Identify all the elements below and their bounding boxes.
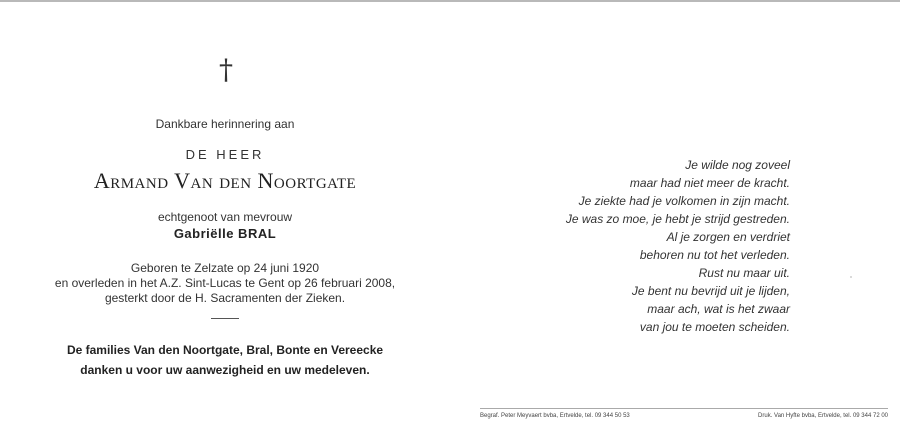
spouse-name: Gabriëlle BRAL — [173, 226, 277, 241]
printer-credit: Druk. Van Hyfte bvba, Ertvelde, tel. 09 344 72 00 — [758, 413, 888, 419]
sacraments-line: gesterkt door de H. Sacramenten der Zieken. — [104, 291, 346, 305]
undertaker-credit: Begraf. Peter Meyvaert bvba, Ertvelde, tel. 09 344 50 53 — [480, 413, 630, 419]
poem-line: Rust nu maar uit. — [698, 266, 790, 280]
poem-line: maar had niet meer de kracht. — [629, 176, 790, 190]
death-line: en overleden in het A.Z. Sint-Lucas te Gent op 26 februari 2008, — [54, 276, 396, 290]
memorial-card-left — [50, 55, 400, 319]
deceased-name: Armand Van den Noortgate — [93, 168, 357, 193]
thanks-line: danken u voor uw aanwezigheid en uw medeleven. — [80, 363, 370, 377]
paper-speck — [850, 276, 852, 278]
poem-line: Al je zorgen en verdriet — [666, 230, 790, 244]
poem-line: Je was zo moe, je hebt je strijd gestreden. — [565, 212, 790, 226]
top-border-line — [0, 0, 900, 2]
memorial-poem — [520, 156, 790, 336]
poem-line: van jou te moeten scheiden. — [639, 320, 790, 334]
poem-line: Je wilde nog zoveel — [685, 158, 790, 172]
spouse-intro-text: echtgenoot van mevrouw — [157, 210, 293, 224]
title-honorific: DE HEER — [185, 147, 265, 162]
life-details — [50, 261, 400, 306]
cross-icon: † — [219, 53, 233, 86]
birth-line: Geboren te Zelzate op 24 juni 1920 — [130, 261, 320, 275]
family-thanks — [50, 340, 400, 380]
poem-line: maar ach, wat is het zwaar — [647, 302, 790, 316]
poem-line: Je ziekte had je volkomen in zijn macht. — [578, 194, 790, 208]
footer-line — [480, 408, 888, 409]
intro-text: Dankbare herinnering aan — [155, 117, 295, 131]
poem-line: behoren nu tot het verleden. — [639, 248, 790, 262]
families-line: De families Van den Noortgate, Bral, Bonte en Vereecke — [66, 343, 384, 357]
divider — [211, 318, 239, 319]
poem-line: Je bent nu bevrijd uit je lijden, — [631, 284, 790, 298]
